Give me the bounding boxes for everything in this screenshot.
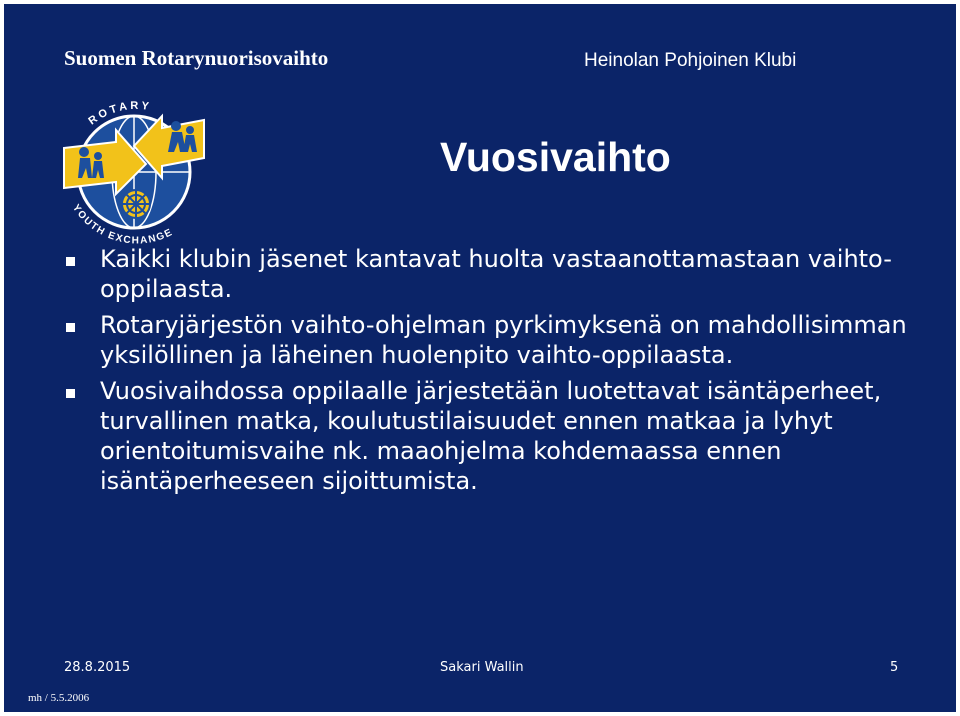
bullet-item <box>64 310 944 370</box>
bullet-item <box>64 376 944 496</box>
bullet-text: Vuosivaihdossa oppilaalle järjestetään luotettavat isäntäperheet, turvallinen matka, koulutustilaisuudet ennen matkaa ja lyhyt orientoitumisvaihe nk. maaohjelma kohdemaassa ennen isäntäperheeseen sijoittumista. <box>100 377 882 495</box>
footer-date: 28.8.2015 <box>64 660 131 675</box>
footer-author: Sakari Wallin <box>440 660 524 675</box>
slide-title: Vuosivaihto <box>440 134 671 180</box>
square-bullet-icon <box>66 257 75 266</box>
square-bullet-icon <box>66 389 75 398</box>
logo-graphic <box>54 86 214 246</box>
bullet-text: Rotaryjärjestön vaihto-ohjelman pyrkimyksenä on mahdollisimman yksilöllinen ja läheinen huolenpito vaihto-oppilaasta. <box>100 311 907 369</box>
corner-note: mh / 5.5.2006 <box>28 692 90 704</box>
bullet-list <box>64 244 944 502</box>
organization-name: Suomen Rotarynuorisovaihto <box>64 46 329 70</box>
bullet-text: Kaikki klubin jäsenet kantavat huolta vastaanottamastaan vaihto-oppilaasta. <box>100 245 892 303</box>
club-name: Heinolan Pohjoinen Klubi <box>584 50 797 71</box>
square-bullet-icon <box>66 323 75 332</box>
logo-arc-top-text: ROTARY <box>86 99 153 128</box>
logo-arc-bottom-text: YOUTH EXCHANGE <box>70 202 176 246</box>
page-number: 5 <box>890 660 899 675</box>
bullet-item <box>64 244 944 304</box>
rotary-youth-exchange-logo <box>54 86 214 246</box>
slide <box>4 4 956 712</box>
